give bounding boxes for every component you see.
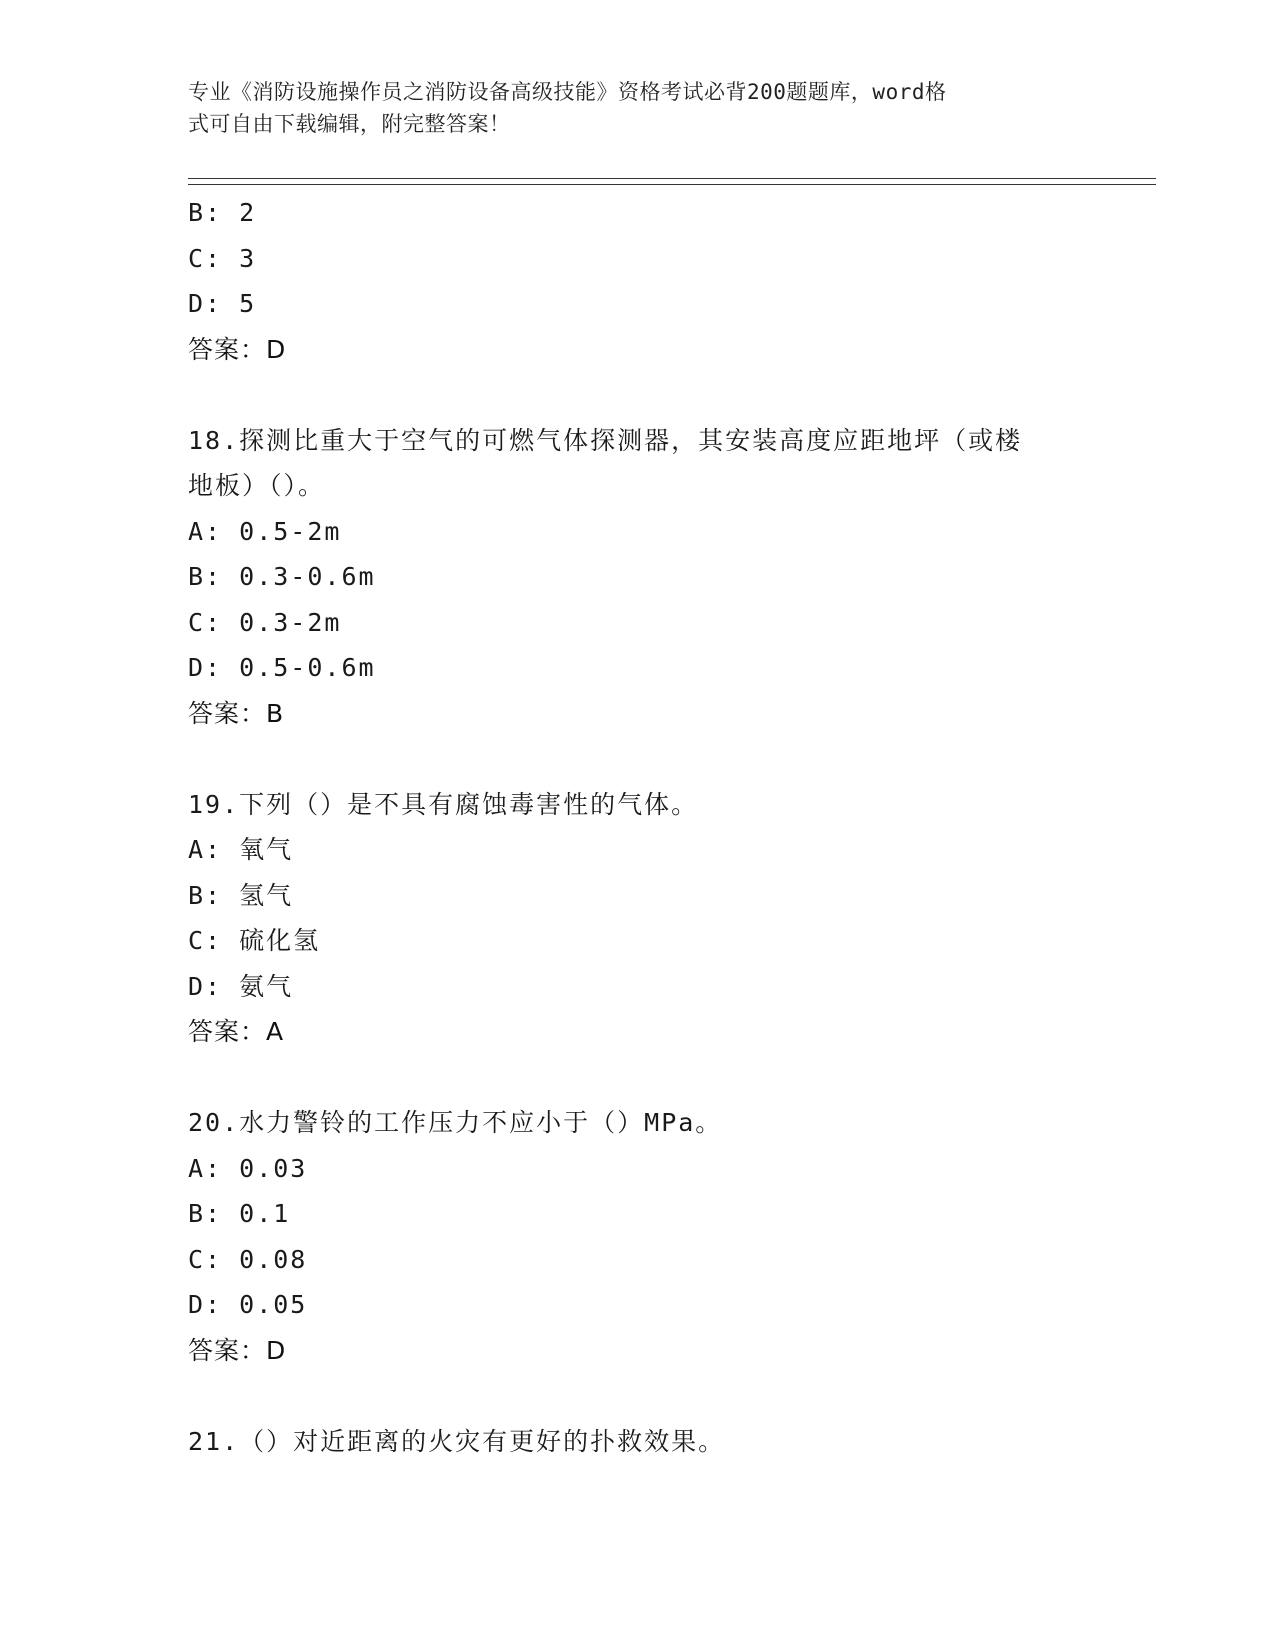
question-17-continued (188, 190, 1088, 372)
question-text-line-1: 18.探测比重大于空气的可燃气体探测器，其安装高度应距地坪（或楼 (188, 425, 1023, 455)
answer-line: 答案：B (188, 698, 285, 728)
question-19 (188, 782, 1088, 1055)
question-18 (188, 418, 1088, 737)
option-a: A: 0.5-2m (188, 516, 342, 546)
option-d: D: 0.05 (188, 1290, 308, 1319)
option-b: B: 2 (188, 198, 257, 227)
spacer (188, 372, 1088, 418)
header-divider (188, 178, 1156, 185)
answer-line: 答案：A (188, 1017, 285, 1046)
question-21 (188, 1419, 1088, 1465)
answer-line: 答案：D (188, 334, 287, 364)
answer-line: 答案：D (188, 1335, 287, 1365)
spacer (188, 1373, 1088, 1419)
question-text-line-1: 20.水力警铃的工作压力不应小于（）MPa。 (188, 1108, 723, 1137)
option-c: C: 3 (188, 243, 257, 273)
question-text-line-1: 19.下列（）是不具有腐蚀毒害性的气体。 (188, 789, 699, 819)
option-a: A: 0.03 (188, 1153, 308, 1183)
document-header (188, 76, 1068, 140)
question-text-line-1: 21.（）对近距离的火灾有更好的扑救效果。 (188, 1426, 726, 1456)
option-d: D: 5 (188, 289, 257, 318)
header-line-2: 式可自由下载编辑，附完整答案！ (188, 112, 511, 136)
header-line-1: 专业《消防设施操作员之消防设备高级技能》资格考试必背200题题库，word格 (188, 80, 947, 104)
option-b: B: 0.3-0.6m (188, 562, 376, 591)
option-c: C: 0.3-2m (188, 607, 342, 637)
spacer (188, 736, 1088, 782)
option-c: C: 0.08 (188, 1244, 308, 1274)
option-a: A: 氧气 (188, 835, 294, 864)
option-d: D: 0.5-0.6m (188, 653, 376, 682)
spacer (188, 1055, 1088, 1101)
option-c: C: 硫化氢 (188, 926, 321, 955)
question-text-line-2: 地板）（）。 (188, 471, 326, 500)
question-list (188, 190, 1088, 1464)
option-d: D: 氨气 (188, 971, 294, 1001)
question-20 (188, 1100, 1088, 1373)
option-b: B: 0.1 (188, 1199, 291, 1228)
option-b: B: 氢气 (188, 880, 294, 910)
